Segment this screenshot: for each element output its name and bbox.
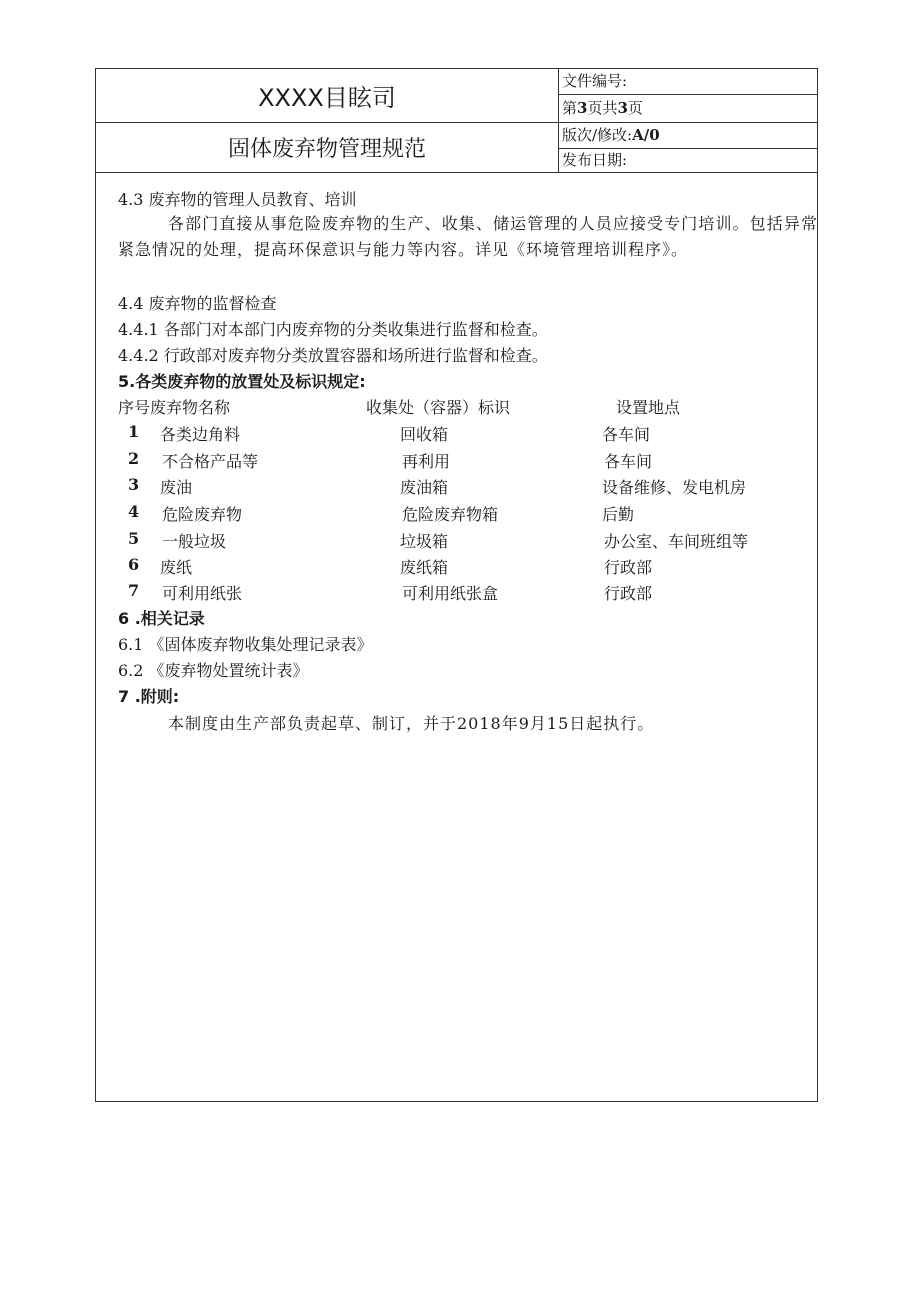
row-container-mark: 垃圾箱 (400, 532, 449, 551)
version-label: 版次/修改: (562, 126, 633, 144)
release-date-label: 发布日期: (562, 151, 628, 169)
row-location: 行政部 (604, 584, 653, 603)
table-header-place: 设置地点 (616, 398, 681, 417)
row-location: 设备维修、发电机房 (602, 478, 747, 497)
release-date-field (559, 149, 817, 173)
section-4-4-2: 4.4.2 行政部对废弃物分类放置容器和场所进行监督和检查。 (118, 346, 548, 365)
section-6-1: 6.1 《固体废弃物收集处理记录表》 (118, 635, 373, 654)
row-waste-name: 一般垃圾 (162, 532, 227, 551)
row-number: 6 (128, 555, 140, 574)
row-container-mark: 再利用 (402, 452, 451, 471)
section-7-paragraph: 本制度由生产部负责起草、制订，并于2018年9月15日起执行。 (168, 714, 655, 733)
table-header-name: 序号废弃物名称 (118, 398, 231, 417)
section-5-title: 5.各类废弃物的放置处及标识规定: (118, 372, 366, 391)
file-number-label: 文件编号: (562, 72, 628, 90)
row-waste-name: 废纸 (160, 558, 193, 577)
page-current: 3 (577, 99, 588, 117)
row-number: 4 (128, 502, 140, 521)
row-container-mark: 废纸箱 (400, 558, 449, 577)
version-value: A/0 (632, 126, 660, 144)
company-name: XXXX目眩司 (96, 69, 559, 123)
row-waste-name: 可利用纸张 (162, 584, 243, 603)
document-frame (95, 68, 818, 1102)
version-field (559, 123, 817, 149)
row-location: 各车间 (604, 452, 653, 471)
row-location: 各车间 (602, 425, 651, 444)
row-location: 行政部 (604, 558, 653, 577)
row-number: 1 (128, 422, 140, 441)
section-4-3-paragraph: 各部门直接从事危险废弃物的生产、收集、储运管理的人员应接受专门培训。包括异常紧急情况的处理，提高环保意识与能力等内容。详见《环境管理培训程序》。 (118, 214, 818, 259)
row-number: 5 (128, 529, 140, 548)
row-container-mark: 回收箱 (400, 425, 449, 444)
row-location: 办公室、车间班组等 (604, 532, 749, 551)
page-middle: 页共 (587, 99, 618, 117)
page-total: 3 (617, 99, 628, 117)
page-prefix: 第 (562, 99, 578, 117)
section-6-2: 6.2 《废弃物处置统计表》 (118, 661, 309, 680)
header-table (96, 69, 817, 173)
row-container-mark: 废油箱 (400, 478, 449, 497)
row-container-mark: 危险废弃物箱 (402, 505, 499, 524)
row-number: 7 (128, 581, 140, 600)
section-7-title: 7 .附则: (118, 687, 180, 706)
row-container-mark: 可利用纸张盒 (402, 584, 499, 603)
section-4-4-1: 4.4.1 各部门对本部门内废弃物的分类收集进行监督和检查。 (118, 320, 548, 339)
page-number-field (559, 95, 817, 123)
table-header-mark: 收集处（容器）标识 (366, 398, 511, 417)
row-waste-name: 危险废弃物 (162, 505, 243, 524)
section-4-4-title: 4.4 废弃物的监督检查 (118, 294, 277, 313)
row-waste-name: 废油 (160, 478, 193, 497)
row-number: 2 (128, 449, 140, 468)
document-title: 固体废弃物管理规范 (96, 123, 559, 173)
file-number-field (559, 69, 817, 95)
page-suffix: 页 (627, 99, 643, 117)
row-number: 3 (128, 475, 140, 494)
section-6-title: 6 .相关记录 (118, 609, 205, 628)
row-location: 后勤 (602, 505, 635, 524)
section-4-3-title: 4.3 废弃物的管理人员教育、培训 (118, 190, 357, 209)
row-waste-name: 各类边角料 (160, 425, 241, 444)
row-waste-name: 不合格产品等 (162, 452, 259, 471)
